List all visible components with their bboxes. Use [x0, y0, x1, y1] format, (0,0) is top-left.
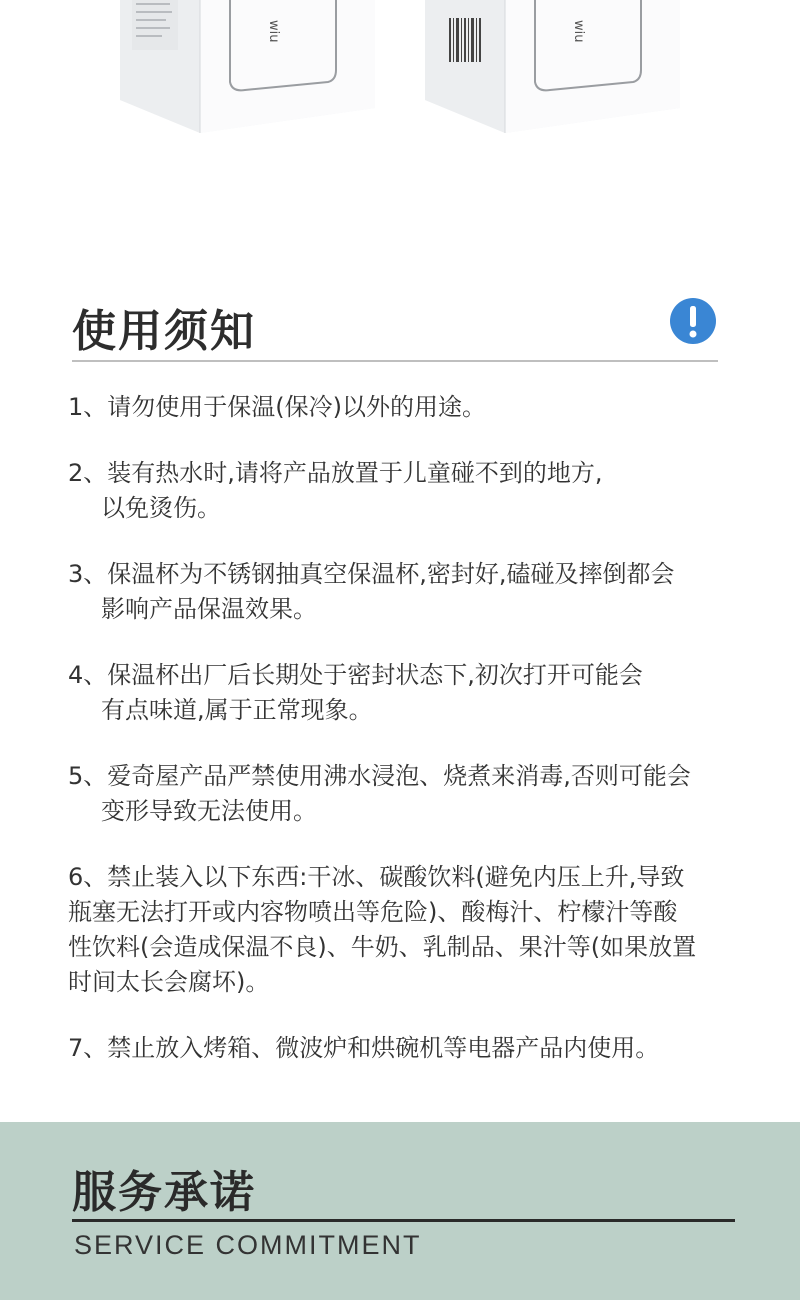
barcode-icon: [449, 18, 481, 62]
notice-item-line: 以免烫伤。: [101, 494, 221, 522]
notice-item-line: 3、保温杯为不锈钢抽真空保温杯,密封好,磕碰及摔倒都会: [68, 560, 675, 588]
notice-item: [68, 456, 768, 526]
box-brand-text-left: wiu: [266, 20, 281, 43]
packaging-box-left: [120, 0, 375, 135]
product-packaging-photo: [0, 0, 800, 240]
box-brand-text-right: wiu: [571, 20, 586, 43]
notice-item: [68, 557, 768, 627]
service-divider: [72, 1219, 735, 1222]
exclamation-circle-icon: [669, 297, 717, 345]
notice-item-line: 5、爱奇屋产品严禁使用沸水浸泡、烧煮来消毒,否则可能会: [68, 762, 691, 790]
notice-item-line: 影响产品保温效果。: [101, 595, 317, 623]
service-title: 服务承诺: [72, 1167, 256, 1218]
notice-item-line: 变形导致无法使用。: [101, 797, 317, 825]
notice-title: 使用须知: [72, 306, 256, 357]
notice-item-line: 2、装有热水时,请将产品放置于儿童碰不到的地方,: [68, 459, 603, 487]
notice-item: [68, 658, 768, 728]
service-subtitle: SERVICE COMMITMENT: [74, 1230, 422, 1260]
notice-item: [68, 759, 768, 829]
notice-item-line: 时间太长会腐坏)。: [68, 968, 270, 996]
notice-item-line: 性饮料(会造成保温不良)、牛奶、乳制品、果汁等(如果放置: [68, 933, 697, 961]
notice-item-line: 7、禁止放入烤箱、微波炉和烘碗机等电器产品内使用。: [68, 1034, 660, 1062]
notice-divider: [72, 360, 718, 362]
service-section: [0, 1122, 800, 1300]
notice-item: [68, 1031, 768, 1066]
notice-item-line: 瓶塞无法打开或内容物喷出等危险)、酸梅汁、柠檬汁等酸: [68, 898, 678, 926]
notice-item-line: 4、保温杯出厂后长期处于密封状态下,初次打开可能会: [68, 661, 643, 689]
box-illustration: [425, 0, 680, 135]
box-illustration: [120, 0, 375, 135]
notice-item-line: 1、请勿使用于保温(保冷)以外的用途。: [68, 393, 486, 421]
notice-item: [68, 860, 768, 1000]
notice-item-line: 6、禁止装入以下东西:干冰、碳酸饮料(避免内压上升,导致: [68, 863, 685, 891]
notice-item: [68, 390, 768, 425]
notice-list: [68, 390, 768, 1097]
packaging-box-right: [425, 0, 680, 135]
notice-item-line: 有点味道,属于正常现象。: [101, 696, 373, 724]
